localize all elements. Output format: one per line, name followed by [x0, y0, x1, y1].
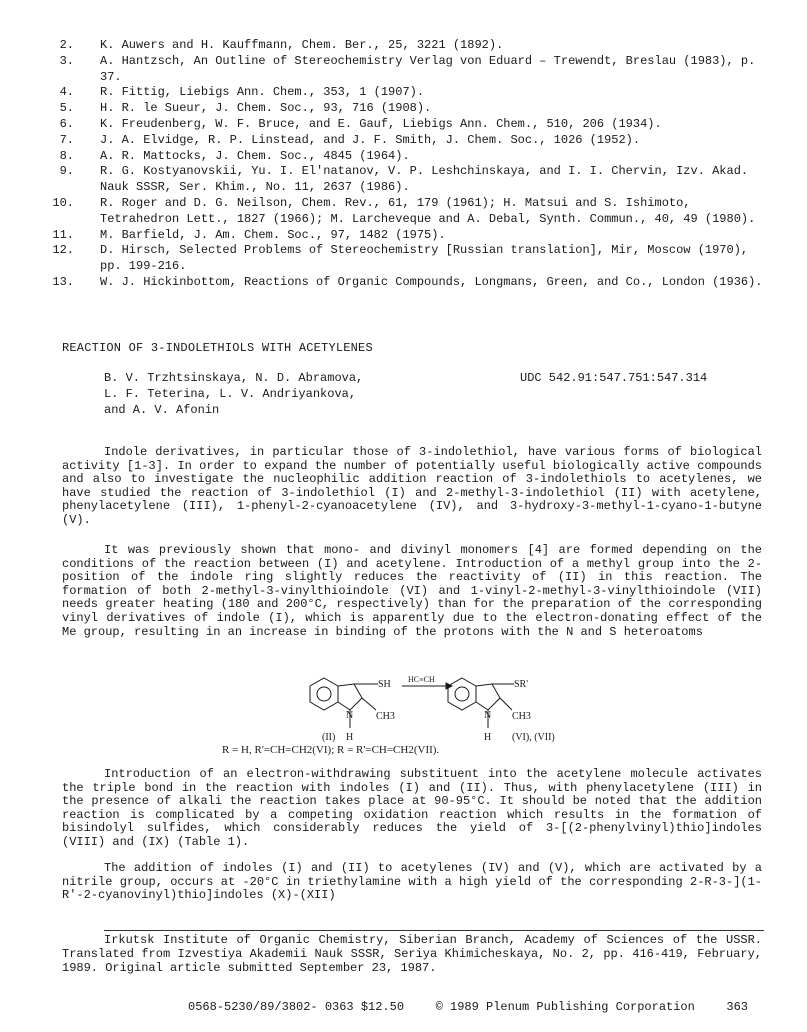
nitrogen-atom: N [484, 710, 492, 721]
affiliation-footnote [62, 933, 762, 975]
benzene-ring-left [310, 678, 338, 710]
reference-number: 8. [59, 148, 74, 163]
benzene-ring-right [448, 678, 476, 710]
reference-number: 5. [59, 101, 74, 116]
paragraph-text: Indole derivatives, in particular those of 3-indolethiol, have various forms of biological activity [1-3]. In order to expand the number of potentially useful biologically active compounds and also to investigate the nucleophilic addition reaction of 3-indolethiols to acetylenes, we have studied the reaction of 3-indolethiol (I) and 2-methyl-3-indolethiol (II) with acetylene, phenylacetylene (III), 1-phenyl-2-cyanoacetylene (IV), and 3-hydroxy-3-methyl-1-cyano-1-butyne (V). [62, 445, 762, 527]
paragraph-text: The addition of indoles (I) and (II) to acetylenes (IV) and (V), which are activated by a nitrile group, occurs at -20°C in triethylamine with a high yield of the corresponding 2-R-3-](1-R'-2-cyanovinyl)thio]indoles (X)-(XII) [62, 861, 762, 903]
reference-item [34, 275, 774, 291]
body-paragraph [62, 446, 762, 528]
reference-item [34, 54, 774, 86]
copyright-notice: © 1989 Plenum Publishing Corporation [435, 1000, 695, 1014]
reference-item [34, 164, 774, 196]
reference-text: D. Hirsch, Selected Problems of Stereochemistry [Russian translation], Mir, Moscow (1970), pp. 199-216. [100, 243, 749, 274]
reference-number: 2. [59, 38, 74, 52]
author-line: and A. V. Afonin [104, 402, 220, 417]
reference-text: W. J. Hickinbottom, Reactions of Organic Compounds, Longmans, Green, and Co., London (1936). [100, 274, 763, 289]
pyrrole-ring-right [476, 684, 500, 710]
reference-list [34, 38, 774, 291]
reference-text: K. Auwers and H. Kauffmann, Chem. Ber., 25, 3221 (1892). [100, 38, 504, 52]
journal-code: 0568-5230/89/3802- 0363 $12.50 [188, 1000, 405, 1014]
reference-item [34, 228, 774, 244]
reference-text: R. G. Kostyanovskii, Yu. I. El'natanov, V. P. Leshchinskaya, and I. I. Chervin, Izv. Akad. Nauk SSSR, Ser. Khim., No. 11, 2637 (1986). [100, 164, 749, 195]
reagent-label: HC≡CH [408, 675, 435, 684]
nitrogen-atom: N [346, 710, 354, 721]
paragraph-text: Introduction of an electron-withdrawing substituent into the acetylene molecule activates the triple bond in the reaction with indoles (I) and (II). Thus, with phenylacetylene (III) in the presence of alkali the reaction takes place at 90-95°C. It should be noted that the addition reaction is complicated by a competing oxidation reaction which results in the formation of bisindolyl sulfides, which considerably reduces the yield of 3-[(2-phenylvinyl)thio]indoles (VIII) and (IX) (Table 1). [62, 767, 762, 849]
sr-group: SR' [514, 679, 529, 690]
methyl-group: CH3 [512, 711, 531, 722]
compound-label: (VI), (VII) [512, 732, 555, 743]
reference-text: A. R. Mattocks, J. Chem. Soc., 4845 (1964). [100, 148, 410, 163]
body-paragraph [62, 862, 762, 903]
page-footer [188, 1000, 748, 1014]
reference-number: 7. [59, 132, 74, 147]
reference-text: A. Hantzsch, An Outline of Stereochemistry Verlag von Eduard – Trewendt, Breslau (1983), p. 37. [100, 53, 756, 84]
reference-number: 12. [52, 243, 74, 258]
reference-number: 4. [59, 85, 74, 100]
reference-number: 3. [59, 53, 74, 68]
reference-item [34, 85, 774, 101]
reference-number: 10. [52, 195, 74, 210]
author-line: B. V. Trzhtsinskaya, N. D. Abramova, [104, 371, 364, 385]
paragraph-text: It was previously shown that mono- and divinyl monomers [4] are formed depending on the conditions of the reaction between (I) and acetylene. Introduction of a methyl group into the 2-position of the indole ring slightly reduces the reactivity of (II) in this reaction. The formation of both 2-methyl-3-vinylthioindole (VI) and 1-vinyl-2-methyl-3-vinylthioindole (VII) needs greater heating (180 and 200°C, respectively) than for the preparation of the corresponding vinyl derivatives of indole (I), which is apparently due to the electron-donating effect of the Me group, resulting in an increase in binding of the protons with the N and S heteroatoms [62, 543, 762, 639]
reference-text: H. R. le Sueur, J. Chem. Soc., 93, 716 (1908). [100, 101, 432, 116]
hydrogen-atom: H [346, 732, 354, 743]
reference-number: 9. [59, 164, 74, 179]
article-title: REACTION OF 3-INDOLETHIOLS WITH ACETYLENES [62, 341, 373, 355]
reference-item [34, 101, 774, 117]
udc-code: UDC 542.91:547.751:547.314 [520, 371, 708, 385]
reference-number: 11. [52, 227, 74, 242]
scheme-conditions: R = H, R'=CH=CH2(VI); R = R'=CH=CH2(VII). [222, 744, 440, 756]
reference-text: R. Roger and D. G. Neilson, Chem. Rev., 61, 179 (1961); H. Matsui and S. Ishimoto, Tetrahedron Lett., 1827 (1966); M. Larcheveque and A. Debal, Synth. Commun., 40, 49 (1980). [100, 195, 756, 226]
reference-item [34, 133, 774, 149]
reference-text: K. Freudenberg, W. F. Bruce, and E. Gauf, Liebigs Ann. Chem., 510, 206 (1934). [100, 116, 662, 131]
page-number: 363 [726, 1000, 748, 1014]
body-paragraph [62, 768, 762, 850]
reference-text: R. Fittig, Liebigs Ann. Chem., 353, 1 (1907). [100, 85, 425, 100]
reference-item [34, 243, 774, 275]
sh-group: SH [378, 679, 391, 690]
r-group: H [484, 732, 492, 743]
reference-number: 6. [59, 116, 74, 131]
reference-text: J. A. Elvidge, R. P. Linstead, and J. F. Smith, J. Chem. Soc., 1026 (1952). [100, 132, 641, 147]
affiliation-text: Irkutsk Institute of Organic Chemistry, Siberian Branch, Academy of Sciences of the USSR. Translated from Izvestiya Akademii Nauk SSSR, Seriya Khimicheskaya, No. 2, pp. 416-419, February, 1989. Original article submitted September 23, 1987. [62, 933, 762, 975]
author-list [104, 371, 363, 418]
reference-item [34, 149, 774, 165]
reference-item [34, 38, 774, 54]
reference-item [34, 196, 774, 228]
author-line: L. F. Teterina, L. V. Andriyankova, [104, 386, 357, 401]
reference-text: M. Barfield, J. Am. Chem. Soc., 97, 1482 (1975). [100, 227, 446, 242]
footnote-divider [104, 930, 764, 931]
body-paragraph [62, 544, 762, 639]
reference-item [34, 117, 774, 133]
compound-label: (II) [322, 732, 336, 743]
methyl-group: CH3 [376, 711, 395, 722]
reference-number: 13. [52, 274, 74, 289]
pyrrole-ring-left [338, 684, 362, 710]
